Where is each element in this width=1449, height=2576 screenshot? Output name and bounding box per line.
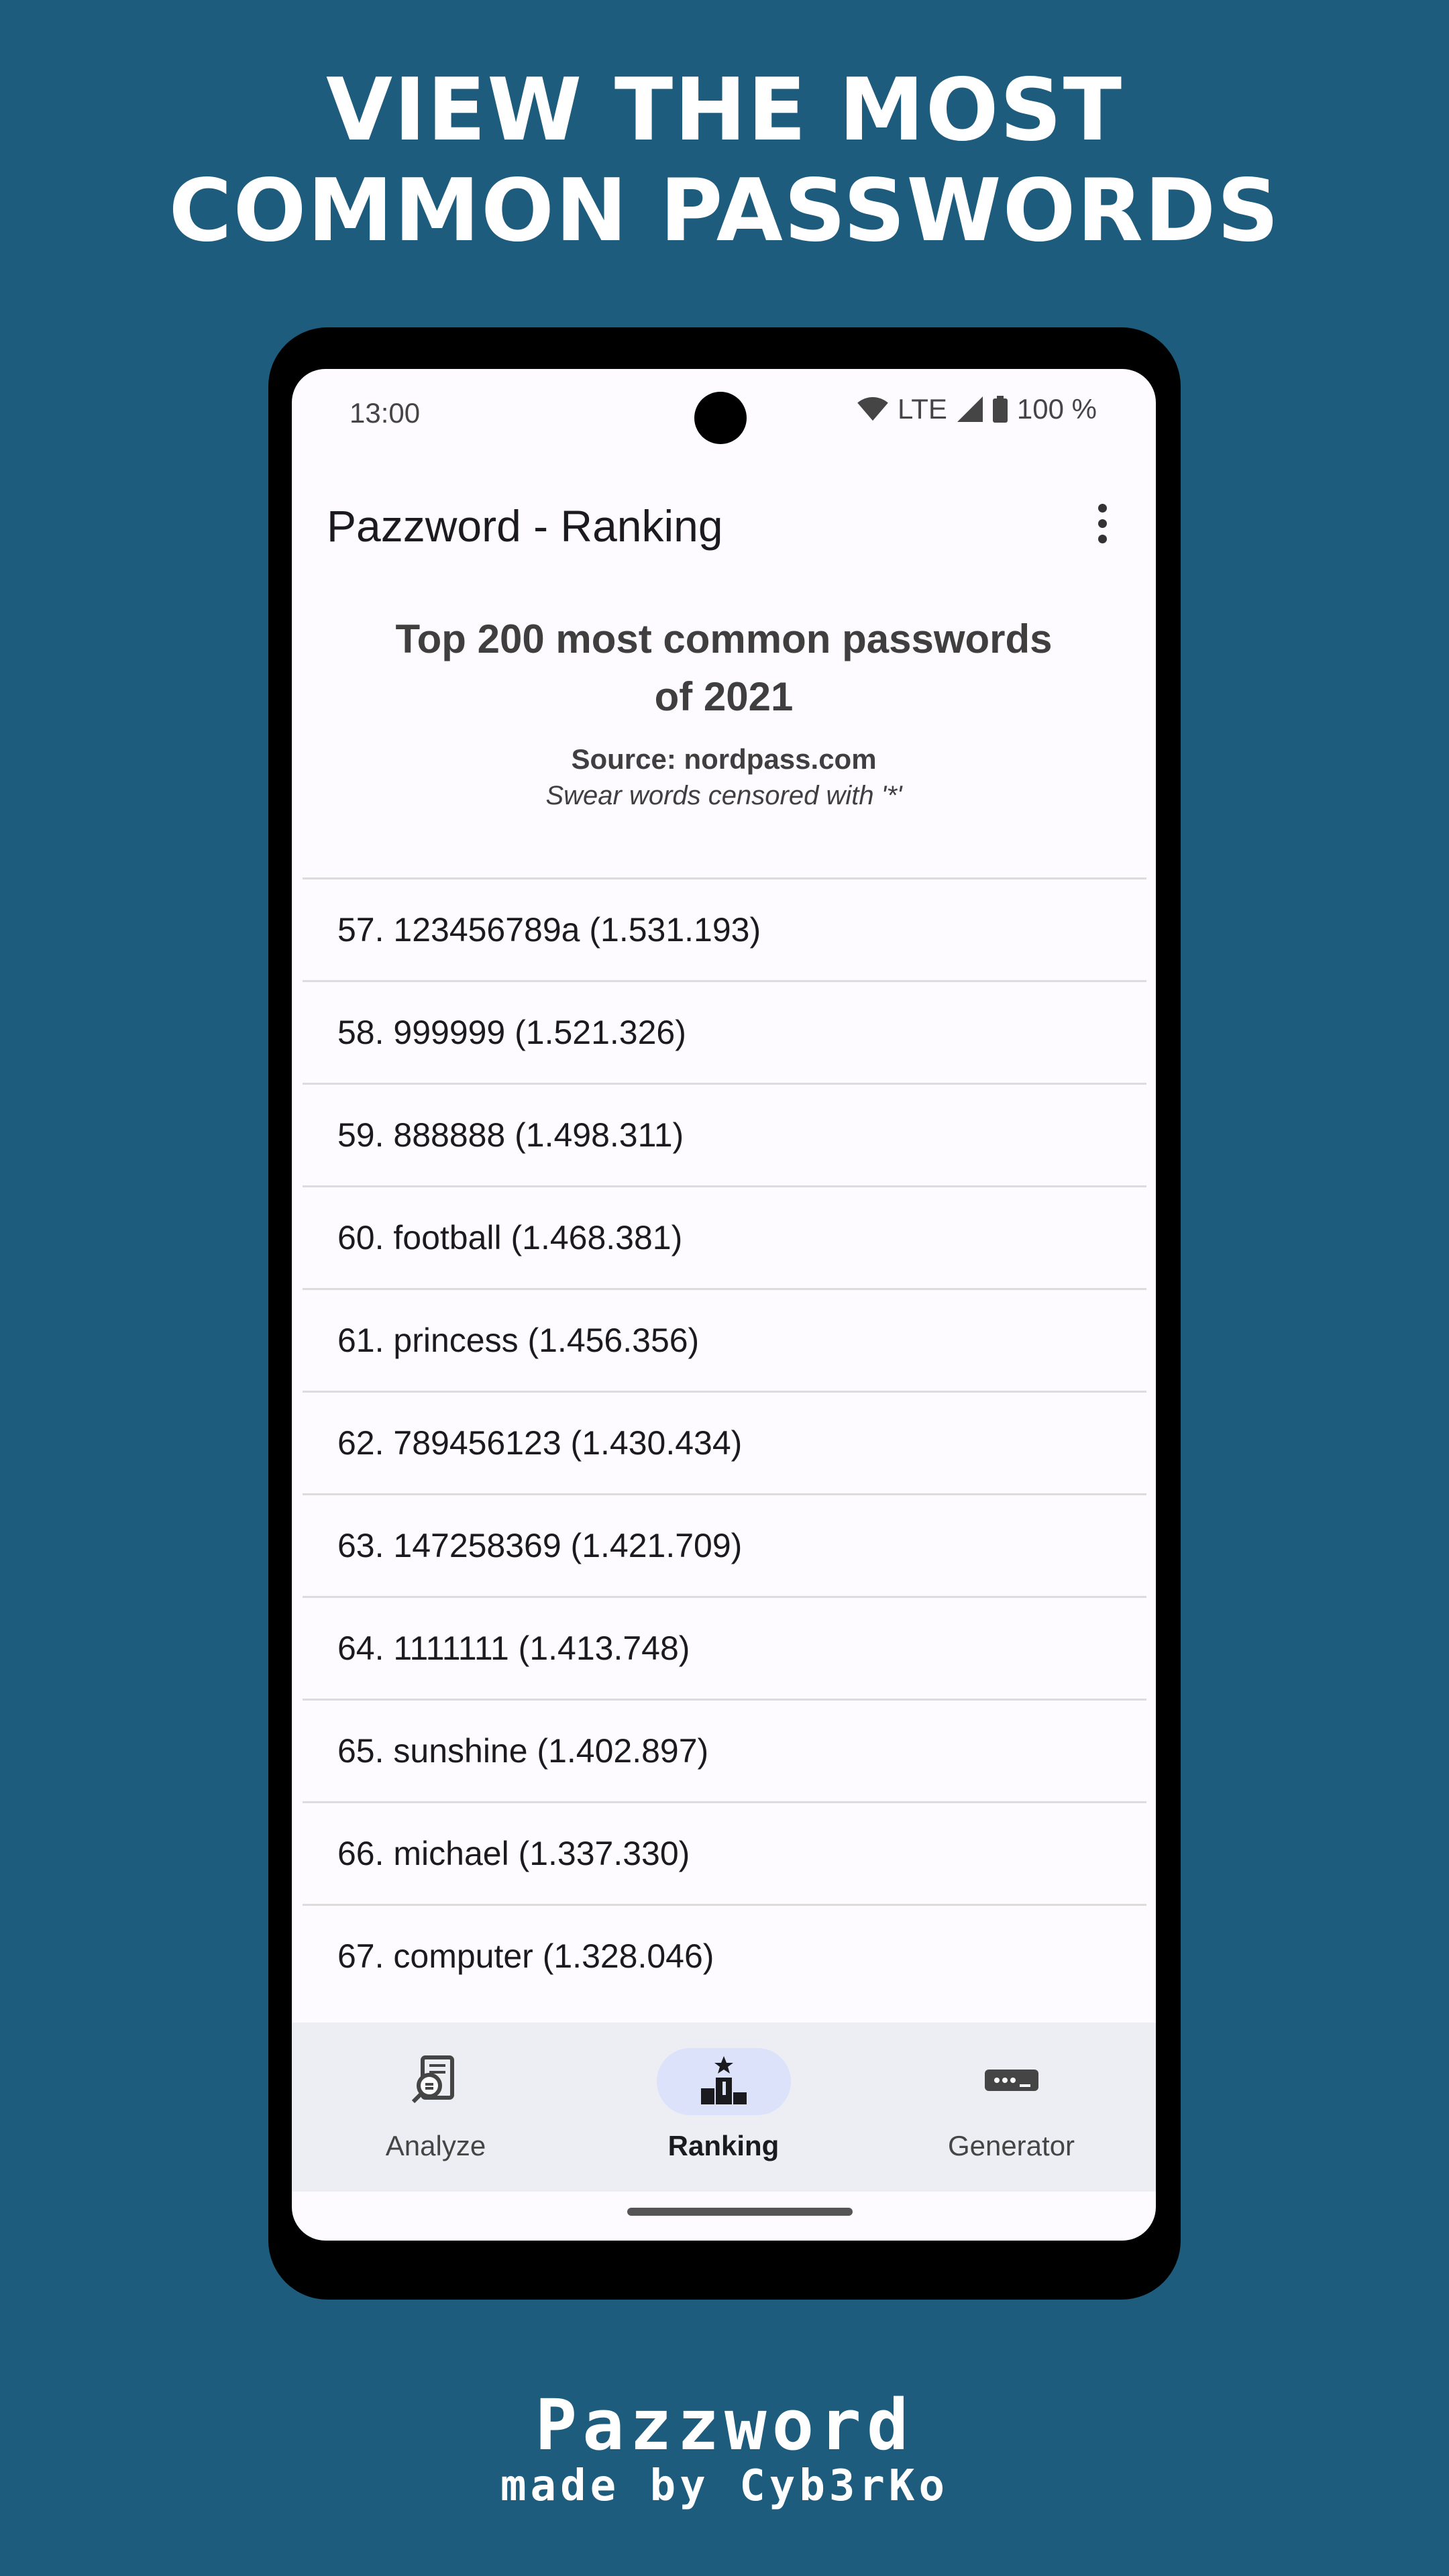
more-vert-icon[interactable] — [1078, 496, 1126, 550]
podium-icon — [697, 2053, 751, 2110]
list-item: 59. 888888 (1.498.311) — [303, 1083, 1146, 1185]
list-item: 62. 789456123 (1.430.434) — [303, 1391, 1146, 1493]
promo-headline — [0, 60, 1449, 262]
bottom-navigation — [292, 2023, 1156, 2192]
list-item: 61. princess (1.456.356) — [303, 1288, 1146, 1391]
headline-line-1: VIEW THE MOST — [326, 60, 1123, 160]
wifi-icon — [857, 396, 888, 422]
status-time: 13:00 — [350, 397, 421, 429]
network-type: LTE — [897, 393, 947, 425]
censor-note: Swear words censored with '*' — [545, 781, 902, 810]
list-item: 67. computer (1.328.046) — [303, 1904, 1146, 2006]
nav-analyze[interactable] — [292, 2023, 580, 2192]
front-camera — [694, 392, 747, 444]
analyze-icon — [409, 2053, 463, 2110]
nav-generator-icon-container — [945, 2048, 1079, 2115]
nav-ranking-active-pill — [657, 2048, 791, 2115]
nav-analyze-label: Analyze — [385, 2130, 486, 2161]
source-text: Source: nordpass.com — [571, 743, 877, 775]
nav-ranking[interactable] — [580, 2023, 867, 2192]
phone-screen — [292, 369, 1156, 2241]
signal-icon — [957, 396, 983, 422]
status-indicators — [857, 393, 1097, 425]
ranking-list[interactable] — [303, 877, 1146, 2006]
ranking-header — [292, 610, 1156, 811]
nav-analyze-icon-container — [369, 2048, 503, 2115]
footer-credit: made by Cyb3rKo — [500, 2461, 949, 2511]
list-item: 57. 123456789a (1.531.193) — [303, 877, 1146, 980]
password-icon — [985, 2067, 1038, 2096]
headline-line-2: COMMON PASSWORDS — [168, 161, 1281, 261]
list-item: 64. 1111111 (1.413.748) — [303, 1596, 1146, 1699]
ranking-title: Top 200 most common passwords of 2021 — [395, 616, 1053, 719]
footer-app-name: Pazzword — [535, 2384, 914, 2466]
list-item: 66. michael (1.337.330) — [303, 1801, 1146, 1904]
status-bar — [292, 369, 1156, 449]
nav-generator-label: Generator — [947, 2130, 1075, 2161]
nav-ranking-label: Ranking — [667, 2130, 780, 2161]
nav-generator[interactable] — [867, 2023, 1155, 2192]
app-title: Pazzword - Ranking — [327, 501, 723, 551]
list-item: 63. 147258369 (1.421.709) — [303, 1493, 1146, 1596]
list-item: 58. 999999 (1.521.326) — [303, 980, 1146, 1083]
app-bar — [292, 476, 1156, 570]
battery-icon — [993, 396, 1008, 423]
list-item: 65. sunshine (1.402.897) — [303, 1699, 1146, 1801]
gesture-handle[interactable] — [627, 2208, 853, 2216]
battery-percent: 100 % — [1016, 393, 1097, 425]
list-item: 60. football (1.468.381) — [303, 1185, 1146, 1288]
phone-frame — [268, 327, 1181, 2300]
promo-footer — [0, 2384, 1449, 2511]
